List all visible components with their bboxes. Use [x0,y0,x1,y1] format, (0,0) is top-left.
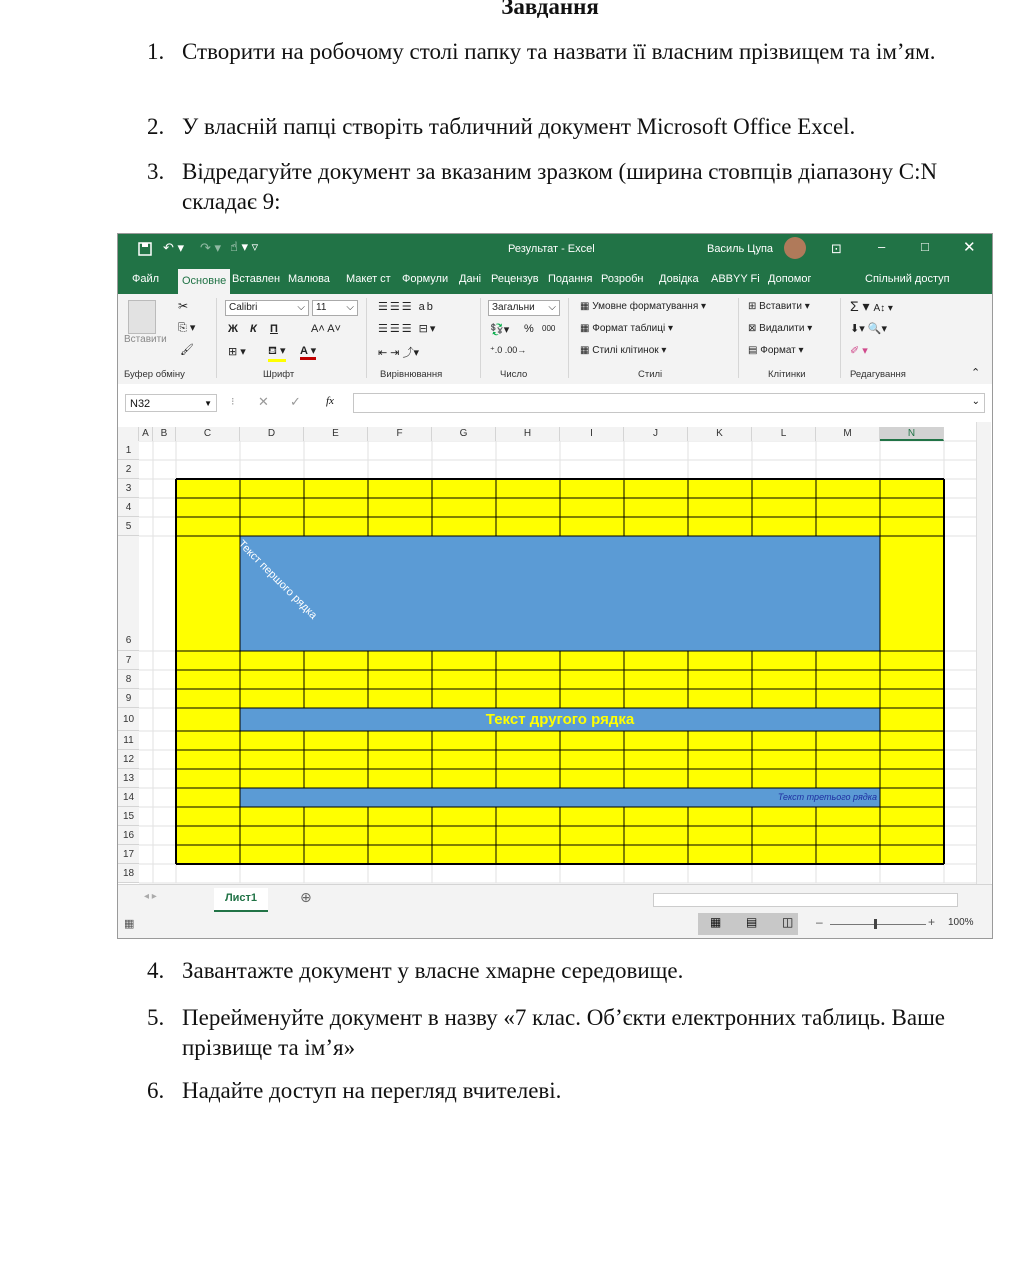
row-header[interactable]: 14 [118,788,139,807]
task-text: Надайте доступ на перегляд вчителеві. [182,1078,562,1103]
ribbon-tabs [118,266,992,294]
task-item [147,37,987,67]
task-item [147,1076,987,1106]
task-number: 6. [147,1078,165,1103]
underline-button[interactable]: П [270,323,278,335]
merged-cell-row10[interactable] [240,708,880,731]
horizontal-align-icons[interactable]: ☰☰☰ ⊟▾ [378,323,438,335]
window-title: Результат - Excel [508,243,595,255]
indent-icons[interactable]: ⇤ ⇥ ⤴▾ [378,347,420,359]
ribbon-group-label: Вирівнювання [380,369,443,380]
tab-11[interactable]: ABBYY Fi [711,273,760,285]
tab-1[interactable]: Основне [178,269,230,294]
undo-icon[interactable]: ↶ ▾ [163,240,185,255]
formula-input[interactable] [353,393,985,413]
column-header[interactable]: M [816,427,880,441]
bold-button[interactable]: Ж [228,323,238,335]
cut-icon[interactable]: ✂ [178,299,189,313]
column-header[interactable]: C [176,427,240,441]
merged-cell-row6[interactable] [235,536,880,651]
row-header[interactable]: 13 [118,769,139,788]
row-header[interactable]: 3 [118,479,139,498]
task-text: Створити на робочому столі папку та назвати її власним прізвищем та ім’ям. [182,39,936,64]
tab-10[interactable]: Довідка [659,273,699,285]
format-as-table-button[interactable]: ▦ Формат таблиці ▾ [580,323,674,334]
format-painter-icon[interactable]: 🖌 [180,344,194,356]
conditional-formatting-button[interactable]: ▦ Умовне форматування ▾ [580,301,707,312]
macro-record-icon[interactable]: ▦ [124,918,135,930]
cell-text-row10: Текст другого рядка [485,711,635,728]
task-text: У власній папці створіть табличний документ Microsoft Office Excel. [182,114,856,139]
column-header[interactable]: E [304,427,368,441]
column-header[interactable]: D [240,427,304,441]
worksheet-grid[interactable] [118,422,992,884]
borders-icon[interactable]: ⊞ ▾ [228,346,246,358]
sheet-nav-icons[interactable]: ◂ ▸ [144,891,157,902]
chevron-down-icon: ⌵ [346,302,354,313]
font-size-select[interactable] [312,300,358,316]
ribbon-group-label: Клітинки [768,369,806,380]
cell-text-row14: Текст третього рядка [777,792,877,802]
autosum-icon[interactable]: Σ ▾ A↕ ▾ [850,298,893,314]
row-header[interactable]: 15 [118,807,139,826]
column-header[interactable]: H [496,427,560,441]
zoom-out-icon[interactable]: – [816,915,823,929]
formula-bar [118,384,992,423]
row-header[interactable]: 1 [118,441,139,460]
row-header[interactable]: 7 [118,651,139,670]
insert-function-icon[interactable]: fx [326,395,334,407]
minimize-icon[interactable]: – [878,239,886,254]
task-number: 5. [147,1005,165,1030]
insert-cells-button[interactable]: ⊞ Вставити ▾ [748,301,810,312]
row-header[interactable]: 18 [118,864,139,883]
task-item [147,1003,987,1063]
normal-view-icon[interactable]: ▦ [710,915,722,929]
chevron-down-icon: ▼ [204,399,212,408]
row-header[interactable]: 12 [118,750,139,769]
row-header[interactable]: 2 [118,460,139,479]
tab-5[interactable]: Формули [402,273,449,285]
excel-title-bar [118,234,992,266]
row-header[interactable]: 16 [118,826,139,845]
cell-styles-label: Стилі клітинок [592,345,659,356]
row-header[interactable]: 10 [118,708,139,731]
close-icon[interactable]: ✕ [963,239,976,256]
chevron-down-icon: ⌵ [548,302,556,313]
thousands-button[interactable]: 000 [542,324,556,333]
number-format-value: Загальни [492,302,535,313]
add-sheet-icon[interactable]: ⊕ [300,889,312,905]
column-header[interactable]: A [139,427,153,441]
zoom-slider-thumb[interactable] [874,919,877,929]
zoom-level[interactable]: 100% [948,917,974,928]
ribbon-group-label: Число [500,369,528,380]
horizontal-scrollbar[interactable] [653,893,958,907]
task-number: 1. [147,39,165,64]
task-text: Відредагуйте документ за вказаним зразком (ширина стовпців діапазону C:N складає 9: [182,159,938,214]
task-number: 4. [147,958,165,983]
vertical-align-icons[interactable]: ☰☰☰ ab [378,301,435,313]
enter-icon[interactable]: ✓ [290,394,301,409]
ribbon-group-label: Буфер обміну [124,369,185,380]
row-header[interactable]: 6 [118,536,139,651]
fill-color-icon[interactable]: ⛾ ▾ [268,344,286,362]
excel-screenshot [117,233,993,939]
row-header[interactable]: 11 [118,731,139,750]
ribbon-group-label: Шрифт [263,369,295,380]
task-text: Перейменуйте документ в назву «7 клас. Об’єкти електронних таблиць. Ваше прізвище та ім’я» [182,1005,946,1060]
row-header[interactable]: 8 [118,670,139,689]
row-header[interactable]: 4 [118,498,139,517]
format-cells-label: Формат [760,345,796,356]
row-header[interactable]: 5 [118,517,139,536]
column-header[interactable]: K [688,427,752,441]
tab-12[interactable]: Допомог [768,273,812,285]
column-header[interactable]: B [153,427,176,441]
column-header[interactable]: L [752,427,816,441]
column-header[interactable]: J [624,427,688,441]
percent-button[interactable]: % [524,323,534,335]
select-all-corner[interactable] [118,427,139,441]
maximize-icon[interactable]: □ [921,239,929,254]
format-cells-button[interactable]: ▤ Формат ▾ [748,345,804,356]
page-title: Завдання [501,0,599,19]
row-header[interactable]: 9 [118,689,139,708]
tab-0[interactable]: Файл [132,273,160,285]
paste-button[interactable]: Вставити [124,334,167,345]
cell-text-row6: Текст першого рядка [235,538,320,622]
delete-cells-label: Видалити [759,323,805,334]
tab-4[interactable]: Макет ст [346,273,391,285]
sheet-tab-list1[interactable]: Лист1 [214,888,268,912]
zoom-slider[interactable] [830,924,926,925]
task-item [147,956,987,986]
vertical-scrollbar[interactable] [976,422,991,884]
insert-cells-label: Вставити [759,301,802,312]
merged-cell-row14[interactable] [240,788,880,807]
avatar[interactable] [784,237,806,259]
ribbon-group-label: Редагування [850,369,906,380]
grow-font-icon[interactable]: A˄ A˅ [311,323,341,335]
tab-2[interactable]: Вставлен [232,273,281,285]
fill-icon[interactable]: ⬇▾ 🔍▾ [850,323,888,335]
task-text: Завантажте документ у власне хмарне середовище. [182,958,684,983]
delete-cells-button[interactable]: ⊠ Видалити ▾ [748,323,813,334]
font-name-select[interactable] [225,300,309,316]
sheet-bar [118,884,992,939]
zoom-in-icon[interactable]: + [928,915,936,929]
column-header[interactable]: N [880,427,944,441]
ribbon-group-label: Стилі [638,369,663,380]
cell-styles-button[interactable]: ▦ Стилі клітинок ▾ [580,345,667,356]
user-name: Василь Цупа [707,243,774,255]
tab-9[interactable]: Розробн [601,273,644,285]
currency-icon[interactable]: 💱▾ [490,324,510,336]
font-color-icon[interactable]: A ▾ [300,344,316,360]
page-break-icon[interactable]: ◫ [782,915,794,929]
save-icon[interactable] [138,242,152,256]
italic-button[interactable]: К [250,323,257,335]
more-icon: ⁝ [231,396,235,408]
copy-icon[interactable]: ⎘ ▾ [178,322,196,334]
collapse-ribbon-icon[interactable]: ⌃ [971,367,981,379]
tab-6[interactable]: Дані [459,273,482,285]
cancel-icon[interactable]: ✕ [258,394,269,409]
chevron-down-icon: ⌵ [297,302,305,313]
tab-13[interactable]: Спільний доступ [865,273,950,285]
task-item [147,157,987,217]
task-number: 2. [147,114,165,139]
column-header[interactable]: I [560,427,624,441]
task-number: 3. [147,159,165,184]
name-box-value: N32 [130,398,151,410]
ribbon [118,294,992,385]
redo-icon[interactable]: ↷ ▾ [200,240,222,255]
number-format-select[interactable] [488,300,560,316]
column-header[interactable]: G [432,427,496,441]
page-layout-icon[interactable]: ▤ [746,915,758,929]
paste-icon[interactable] [128,300,156,334]
tab-3[interactable]: Малюва [288,273,330,285]
column-header[interactable]: F [368,427,432,441]
task-item [147,112,987,142]
decimal-icons[interactable]: ⁺.0 .00→ [490,345,527,355]
tab-7[interactable]: Рецензув [491,273,539,285]
font-size-value: 11 [316,302,327,313]
tab-8[interactable]: Подання [548,273,593,285]
font-name-value: Calibri [229,302,258,313]
touch-mode-icon[interactable]: ☝ ▾ ▿ [230,239,259,254]
name-box[interactable] [125,394,217,412]
ribbon-display-icon[interactable]: ⊡ [831,241,842,256]
expand-formula-icon[interactable]: ⌄ [971,396,980,407]
clear-icon[interactable]: ✐ ▾ [850,345,868,357]
row-header[interactable]: 17 [118,845,139,864]
format-as-table-label: Формат таблиці [592,323,666,334]
conditional-formatting-label: Умовне форматування [592,301,699,312]
